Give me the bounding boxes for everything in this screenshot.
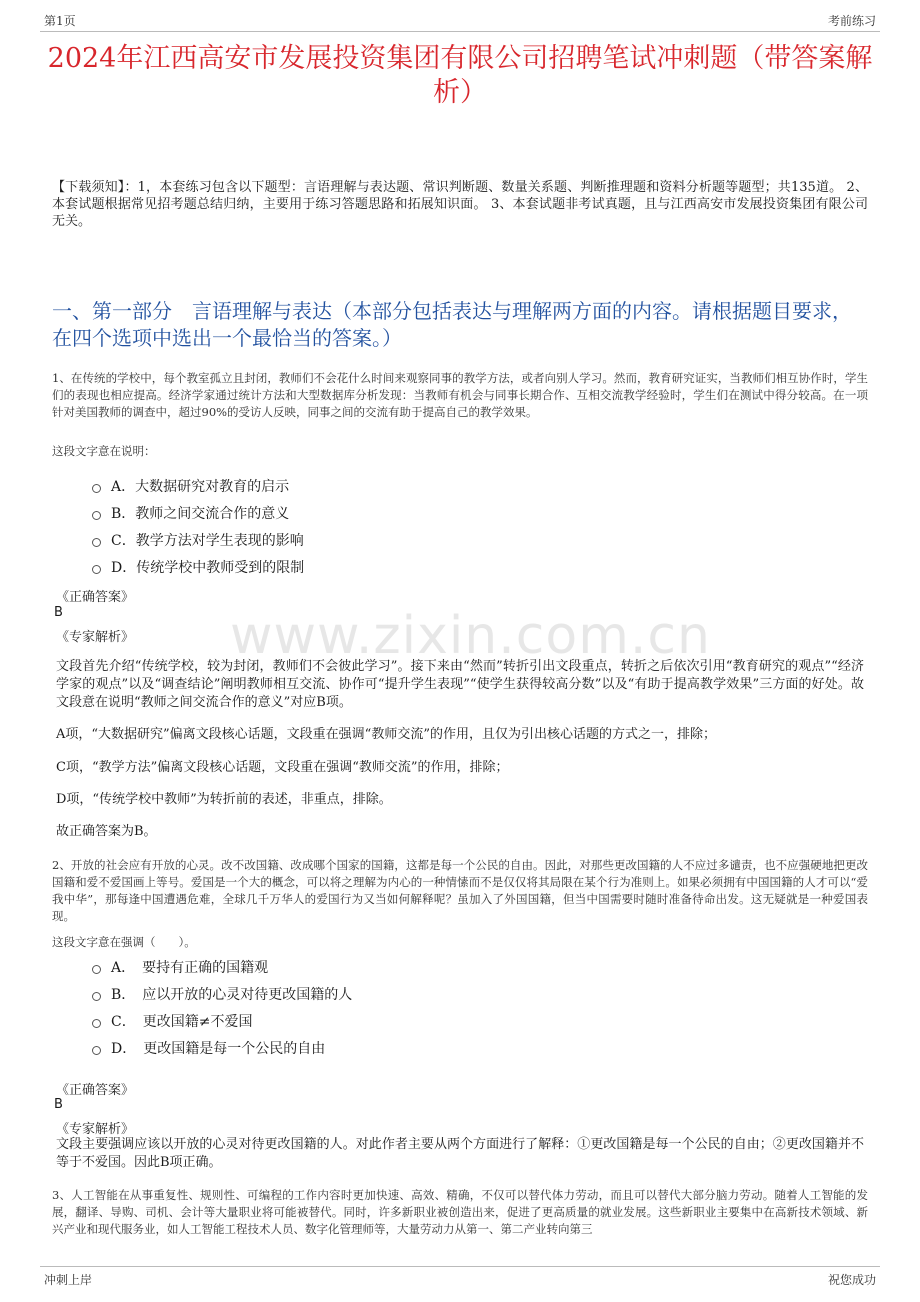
question-1-option-d[interactable]	[92, 557, 304, 577]
option-label: A．大数据研究对教育的启示	[111, 479, 290, 495]
answer-label: 《正确答案》	[56, 590, 135, 605]
radio-icon[interactable]	[92, 511, 101, 520]
page-number: 第1页	[44, 14, 76, 28]
question-2-option-a[interactable]	[92, 957, 268, 977]
question-3-text: 3、人工智能在从事重复性、规则性、可编程的工作内容时更加快速、高效、精确，不仅可以替代体力劳动，而且可以替代大部分脑力劳动。随着人工智能的发展，翻译、导购、司机、会计等大量职业将可能被替代。同时，许多新职业被创造出来，促进了更高质量的就业发展。这些新职业主要集中在高新技术领域、新兴产业和现代服务业，如人工智能工程技术人员、数字化管理师等，大量劳动力从第一、第二产业转向第三	[52, 1188, 868, 1236]
header-divider	[40, 31, 880, 32]
radio-icon[interactable]	[92, 1046, 101, 1055]
question-2-option-d[interactable]	[92, 1038, 325, 1058]
radio-icon[interactable]	[92, 1019, 101, 1028]
option-label: B． 应以开放的心灵对待更改国籍的人	[111, 987, 353, 1003]
footer-divider	[40, 1266, 880, 1267]
option-label: B．教师之间交流合作的意义	[111, 506, 290, 522]
question-2-option-c[interactable]	[92, 1011, 252, 1031]
analysis-paragraph: 文段首先介绍“传统学校，较为封闭，教师们不会彼此学习”。接下来由“然而”转折引出文段重点，转折之后依次引用“教育研究的观点”“经济学家的观点”以及“调查结论”阐明教师相互交流、协作可“提升学生表现”“使学生获得较高分数”以及“有助于提高教学效果”三方面的好处。故文段意在说明“教师之间交流合作的意义”对应B项。	[56, 659, 864, 710]
header-label: 考前练习	[827, 14, 876, 28]
watermark: www.zixin.com.cn	[230, 606, 711, 666]
answer-label: 《正确答案》	[56, 1083, 135, 1098]
radio-icon[interactable]	[92, 538, 101, 547]
question-1-option-b[interactable]	[92, 503, 289, 523]
analysis-paragraph: A项，“大数据研究”偏离文段核心话题，文段重在强调“教师交流”的作用，且仅为引出核心话题的方式之一，排除；	[56, 727, 716, 742]
analysis-paragraph: 文段主要强调应该以开放的心灵对待更改国籍的人。对此作者主要从两个方面进行了解释：①更改国籍是每一个公民的自由；②更改国籍并不等于不爱国。因此B项正确。	[56, 1137, 864, 1170]
analysis-label: 《专家解析》	[56, 630, 135, 645]
footer-right: 祝您成功	[827, 1273, 876, 1287]
radio-icon[interactable]	[92, 565, 101, 574]
question-1-prompt: 这段文字意在说明：	[52, 444, 156, 458]
option-label: C． 更改国籍≠不爱国	[111, 1014, 253, 1030]
option-label: A． 要持有正确的国籍观	[111, 960, 269, 976]
question-1-option-a[interactable]	[92, 476, 289, 496]
analysis-paragraph: D项，“传统学校中教师”为转折前的表述，非重点，排除。	[56, 792, 392, 807]
document-title: 2024年江西高安市发展投资集团有限公司招聘笔试冲刺题（带答案解析）	[47, 43, 873, 108]
option-label: D． 更改国籍是每一个公民的自由	[111, 1041, 326, 1057]
answer-value: B	[54, 605, 63, 620]
analysis-paragraph: 故正确答案为B。	[56, 824, 157, 839]
option-label: C．教学方法对学生表现的影响	[111, 533, 304, 549]
radio-icon[interactable]	[92, 965, 101, 974]
question-2-prompt: 这段文字意在强调（ ）。	[52, 935, 196, 949]
question-1-text: 1、在传统的学校中，每个教室孤立且封闭，教师们不会花什么时间来观察同事的教学方法，或者向别人学习。然而，教育研究证实，当教师们相互协作时，学生们的表现也相应提高。经济学家通过统计方法和大型数据库分析发现：当教师有机会与同事长期合作、互相交流教学经验时，学生们在测试中得分较高。在一项针对美国教师的调查中，超过90%的受访人反映，同事之间的交流有助于提高自己的教学效果。	[52, 371, 868, 419]
footer-left: 冲刺上岸	[44, 1273, 93, 1287]
answer-value: B	[54, 1097, 63, 1112]
section-title: 一、第一部分 言语理解与表达（本部分包括表达与理解两方面的内容。请根据题目要求，在四个选项中选出一个最恰当的答案。）	[52, 299, 852, 350]
download-notice: 【下载须知】：1，本套练习包含以下题型：言语理解与表达题、常识判断题、数量关系题、判断推理题和资料分析题等题型；共135道。 2、本套试题根据常见招考题总结归纳，主要用于练习答题思路和拓展知识面。 3、本套试题非考试真题，且与江西高安市发展投资集团有限公司无关。	[52, 180, 868, 229]
question-2-option-b[interactable]	[92, 984, 352, 1004]
radio-icon[interactable]	[92, 484, 101, 493]
question-1-option-c[interactable]	[92, 530, 304, 550]
analysis-label: 《专家解析》	[56, 1122, 135, 1137]
radio-icon[interactable]	[92, 992, 101, 1001]
analysis-paragraph: C项，“教学方法”偏离文段核心话题，文段重在强调“教师交流”的作用，排除；	[56, 760, 509, 775]
question-2-text: 2、开放的社会应有开放的心灵。改不改国籍、改成哪个国家的国籍，这都是每一个公民的自由。因此，对那些更改国籍的人不应过多谴责，也不应强硬地把更改国籍和爱不爱国画上等号。爱国是一个大的概念，可以将之理解为内心的一种情愫而不是仅仅将其局限在某个行为准则上。如果必须拥有中国国籍的人才可以“爱我中华”，那每逢中国遭遇危难，全球几千万华人的爱国行为又当如何解释呢？虽加入了外国国籍，但当中国需要时随时准备待命出发。这无疑就是一种爱国表现。	[52, 858, 868, 923]
option-label: D．传统学校中教师受到的限制	[111, 560, 305, 576]
